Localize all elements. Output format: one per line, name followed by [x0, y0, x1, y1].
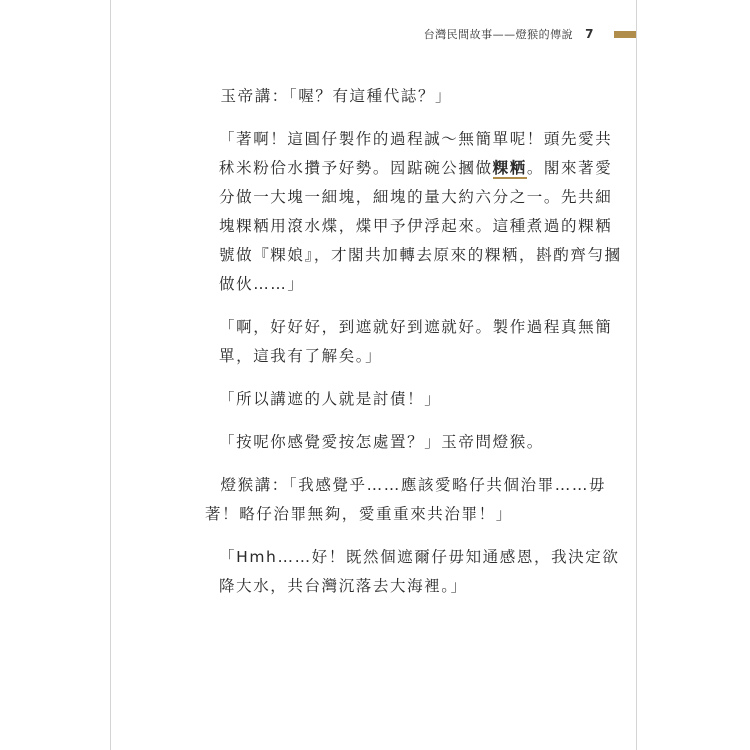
- paragraph-6: 燈猴講：「我感覺乎……應該愛略仔共個治罪……毋著！略仔治罪無夠，愛重重來共治罪！」: [205, 476, 607, 523]
- story-text: [205, 82, 625, 615]
- running-title: 台灣民間故事——燈猴的傳說: [423, 28, 574, 41]
- emphasized-term: 粿粞: [492, 159, 527, 177]
- paragraph-4: 「所以講遮的人就是討債！」: [219, 390, 442, 408]
- paragraph-1: 玉帝講：「喔？有這種代誌？」: [220, 87, 453, 105]
- paragraph-7: 「Hmh……好！既然個遮爾仔毋知通感恩，我決定欲降大水，共台灣沉落去大海裡。」: [219, 548, 620, 595]
- book-page: [110, 0, 637, 750]
- page-number: 7: [585, 27, 594, 41]
- paragraph-3: 「啊，好好好，到遮就好到遮就好。製作過程真無簡單，這我有了解矣。」: [219, 318, 613, 365]
- running-header: [424, 26, 594, 42]
- page-tab-marker: [614, 31, 636, 38]
- paragraph-2-after: 。閣來著愛分做一大塊一細塊，細塊的量大約六分之一。先共細塊粿粞用滾水煠，煠甲予伊浮起來。這種煮過的粿粞號做『粿娘』，才閣共加轉去原來的粿粞，斟酌齊勻摑做伙……」: [219, 159, 622, 293]
- paragraph-2: [205, 125, 625, 299]
- paragraph-2-before: 「著啊！這圓仔製作的過程誠～無簡單呢！頭先愛共秫米粉佮水攢予好勢。囥踮碗公摑做: [219, 130, 613, 177]
- paragraph-5: 「按呢你感覺愛按怎處置？」玉帝問燈猴。: [219, 433, 544, 451]
